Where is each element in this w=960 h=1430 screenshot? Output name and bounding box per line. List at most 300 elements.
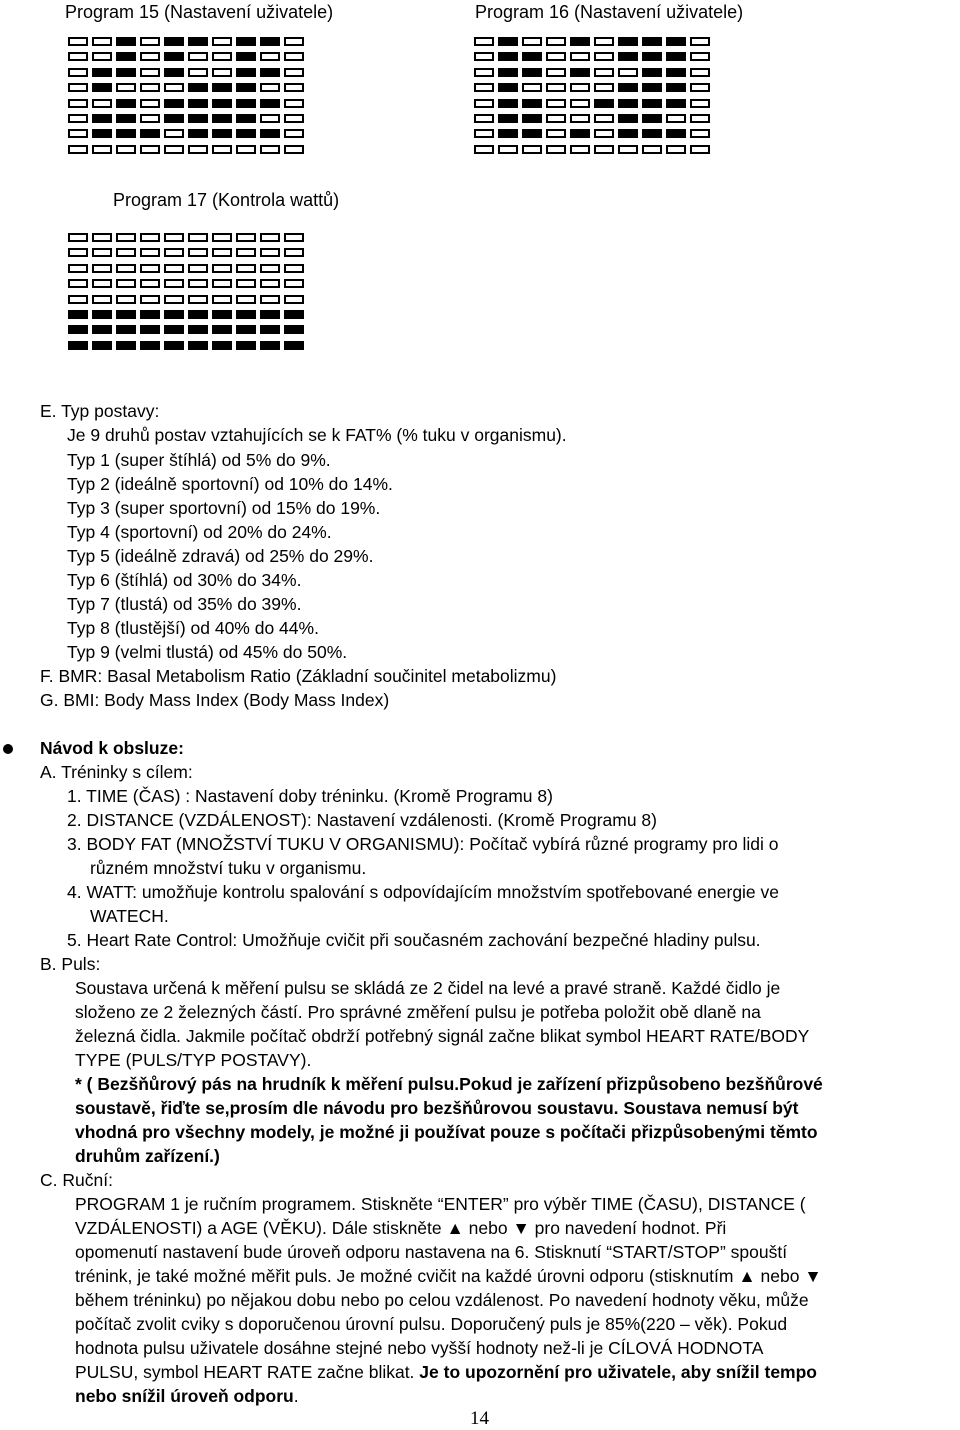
profile-segment [140,248,160,257]
text-line-content: WATECH. [90,906,169,926]
profile-segment [164,99,184,108]
profile-segment [140,99,160,108]
profile-segment [140,52,160,61]
profile-segment [260,264,280,273]
text-line-content: F. BMR: Basal Metabolism Ratio (Základní součinitel metabolizmu) [40,666,557,686]
text-line [75,1290,809,1311]
profile-segment [188,52,208,61]
profile-segment [92,129,112,138]
profile-segment [212,114,232,123]
profile-segment [164,114,184,123]
profile-segment [140,145,160,154]
profile-segment [212,341,232,350]
profile-segment [188,310,208,319]
profile-segment [618,37,638,46]
text-line-content: vhodná pro všechny modely, je možné ji používat pouze s počítači přizpůsobenými těmto [75,1122,818,1142]
text-line-content: Typ 9 (velmi tlustá) od 45% do 50%. [67,642,348,662]
text-line-content: hodnota pulsu uživatele dosáhne stejné nebo vyšší hodnoty než-li je CÍLOVÁ HODNOTA [75,1338,764,1358]
profile-segment [284,248,304,257]
profile-segment [188,129,208,138]
profile-segment [284,83,304,92]
profile-segment [68,264,88,273]
text-line [90,858,366,879]
text-line [67,834,779,855]
profile-segment [188,68,208,77]
profile-segment [522,114,542,123]
profile-segment [116,145,136,154]
text-line [75,1314,787,1335]
text-line-content: Soustava určená k měření pulsu se skládá ze 2 čidel na levé a pravé straně. Každé čidlo je [75,978,781,998]
profile-segment [690,52,710,61]
profile-segment [260,83,280,92]
profile-segment [212,68,232,77]
profile-segment [236,52,256,61]
profile-segment [236,310,256,319]
profile-segment [642,129,662,138]
profile-segment [140,264,160,273]
profile-segment [212,264,232,273]
profile-segment [116,68,136,77]
profile-segment [642,83,662,92]
text-line [75,1122,818,1143]
profile-segment [284,264,304,273]
profile-segment [570,129,590,138]
profile-segment [188,341,208,350]
profile-segment [236,325,256,334]
profile-segment [164,279,184,288]
text-line [40,762,193,783]
text-line-content: TYPE (PULS/TYP POSTAVY). [75,1050,312,1070]
text-line-content: Typ 3 (super sportovní) od 15% do 19%. [67,498,381,518]
profile-segment [618,83,638,92]
profile-segment [690,129,710,138]
profile-segment [188,83,208,92]
text-line [67,786,553,807]
profile-segment [164,325,184,334]
profile-segment [212,37,232,46]
profile-segment [260,233,280,242]
profile-segment [284,325,304,334]
text-line-content: 5. Heart Rate Control: Umožňuje cvičit při současném zachování bezpečné hladiny pulsu. [67,930,761,950]
profile-segment [260,129,280,138]
profile-segment [498,37,518,46]
text-line [75,1218,726,1239]
profile-segment [164,68,184,77]
profile-segment [260,114,280,123]
profile-segment [666,37,686,46]
profile-segment [690,37,710,46]
profile-segment [164,295,184,304]
text-line [67,450,331,471]
profile-segment [260,145,280,154]
profile-segment [92,341,112,350]
text-line-content: 2. DISTANCE (VZDÁLENOST): Nastavení vzdálenosti. (Kromě Programu 8) [67,810,657,830]
profile-segment [690,99,710,108]
text-line-content: * ( Bezšňůrový pás na hrudník k měření pulsu.Pokud je zařízení přizpůsobeno bezšňůrové [75,1074,823,1094]
profile-segment [546,68,566,77]
profile-segment [116,114,136,123]
profile-segment [618,68,638,77]
profile-segment [498,129,518,138]
text-line-content: Typ 2 (ideálně sportovní) od 10% do 14%. [67,474,393,494]
profile-segment [474,68,494,77]
profile-segment [164,83,184,92]
profile-segment [140,279,160,288]
profile-segment [92,37,112,46]
text-line-content: B. Puls: [40,954,101,974]
profile-segment [284,99,304,108]
text-line [67,594,301,615]
profile-segment [68,145,88,154]
program-15-title: Program 15 (Nastavení uživatele) [65,2,334,22]
profile-segment [666,68,686,77]
text-line [67,642,347,663]
profile-segment [474,145,494,154]
profile-segment [690,83,710,92]
profile-segment [212,233,232,242]
text-line-content: PROGRAM 1 je ručním programem. Stiskněte “ENTER” pro výběr TIME (ČASU), DISTANCE ( [75,1194,806,1214]
profile-segment [212,99,232,108]
profile-segment [570,37,590,46]
profile-segment [594,68,614,77]
profile-segment [164,52,184,61]
text-line [90,906,169,927]
text-line-content: opomenutí nastavení bude úroveň odporu nastavena na 6. Stisknutí “START/STOP” spouští [75,1242,788,1262]
profile-segment [666,52,686,61]
profile-segment [116,52,136,61]
profile-segment [522,129,542,138]
profile-segment [666,145,686,154]
text-line [67,618,319,639]
profile-segment [260,248,280,257]
profile-segment [260,295,280,304]
text-line-content: G. BMI: Body Mass Index (Body Mass Index) [40,690,390,710]
text-line [75,1098,798,1119]
profile-segment [546,114,566,123]
profile-segment [284,310,304,319]
profile-segment [188,295,208,304]
profile-segment [188,233,208,242]
profile-segment [570,99,590,108]
profile-segment [522,52,542,61]
profile-segment [212,295,232,304]
text-line [67,810,657,831]
text-line [75,1146,220,1167]
profile-segment [522,83,542,92]
profile-segment [140,37,160,46]
text-line [75,1266,822,1287]
profile-segment [642,145,662,154]
profile-segment [140,310,160,319]
text-line [40,954,100,975]
text-line [67,546,373,567]
profile-segment [236,145,256,154]
profile-segment [260,37,280,46]
profile-segment [212,279,232,288]
profile-segment [92,145,112,154]
profile-segment [212,325,232,334]
profile-segment [666,114,686,123]
profile-segment [690,145,710,154]
program-16-profile-grid [474,37,710,154]
profile-segment [570,83,590,92]
profile-segment [522,37,542,46]
text-line-content: 3. BODY FAT (MNOŽSTVÍ TUKU V ORGANISMU): Počítač vybírá různé programy pro lidi o [67,834,779,854]
profile-segment [522,99,542,108]
profile-segment [594,52,614,61]
profile-segment [594,129,614,138]
profile-segment [498,52,518,61]
profile-segment [284,233,304,242]
profile-segment [92,264,112,273]
profile-segment [546,99,566,108]
profile-segment [212,83,232,92]
text-line-content: Typ 7 (tlustá) od 35% do 39%. [67,594,302,614]
profile-segment [618,145,638,154]
text-line-content: trénink, je také možné měřit puls. Je možné cvičit na každé úrovni odporu (stisknutím ▲ nebo ▼ [75,1266,822,1286]
text-line-content: Typ 6 (štíhlá) od 30% do 34%. [67,570,302,590]
profile-segment [474,52,494,61]
text-line-content: nebo snížil úroveň odporu [75,1386,294,1406]
profile-segment [474,99,494,108]
profile-segment [666,99,686,108]
profile-segment [284,68,304,77]
profile-segment [642,114,662,123]
text-line [75,1026,809,1047]
profile-segment [236,279,256,288]
profile-segment [116,37,136,46]
profile-segment [68,341,88,350]
profile-segment [594,114,614,123]
text-line-tail: . [293,1386,299,1406]
text-line-content: soustavě, řiďte se,prosím dle návodu pro bezšňůrovou soustavu. Soustava nemusí být [75,1098,799,1118]
profile-segment [522,68,542,77]
text-line-content: různém množství tuku v organismu. [90,858,367,878]
profile-segment [140,233,160,242]
profile-segment [92,99,112,108]
profile-segment [68,68,88,77]
text-line-content: 4. WATT: umožňuje kontrolu spalování s odpovídajícím množstvím spotřebované energie ve [67,882,780,902]
profile-segment [68,37,88,46]
profile-segment [164,264,184,273]
text-line-content: složeno ze 2 železných částí. Pro správné změření pulsu je potřeba položit obě dlaně na [75,1002,761,1022]
profile-segment [498,145,518,154]
text-line [75,1362,817,1383]
profile-segment [594,145,614,154]
profile-segment [474,37,494,46]
text-line [40,690,389,711]
profile-segment [260,325,280,334]
profile-segment [212,52,232,61]
profile-segment [474,114,494,123]
profile-segment [260,52,280,61]
profile-segment [236,99,256,108]
profile-segment [594,99,614,108]
text-line [40,401,159,422]
program-15-profile-grid [68,37,304,154]
text-line-content: E. Typ postavy: [40,401,160,421]
program-17-title: Program 17 (Kontrola wattů) [113,190,340,210]
profile-segment [92,83,112,92]
text-line [75,1074,823,1095]
text-line [67,425,567,446]
profile-segment [618,99,638,108]
profile-segment [140,114,160,123]
text-line [40,1170,113,1191]
profile-segment [236,68,256,77]
profile-segment [92,114,112,123]
profile-segment [164,310,184,319]
text-line [75,1242,787,1263]
text-line-content: Typ 1 (super štíhlá) od 5% do 9%. [67,450,331,470]
profile-segment [236,248,256,257]
profile-segment [68,248,88,257]
profile-segment [116,325,136,334]
profile-segment [546,83,566,92]
profile-segment [68,83,88,92]
profile-segment [546,52,566,61]
bullet-icon [3,744,13,754]
profile-segment [570,68,590,77]
profile-segment [236,264,256,273]
profile-segment [212,145,232,154]
profile-segment [284,145,304,154]
profile-segment [92,52,112,61]
profile-segment [212,129,232,138]
text-line [75,978,780,999]
text-line [75,1386,299,1407]
profile-segment [666,129,686,138]
text-line-content: Je 9 druhů postav vztahujících se k FAT% (% tuku v organismu). [67,425,567,445]
profile-segment [474,83,494,92]
profile-segment [570,52,590,61]
profile-segment [690,68,710,77]
profile-segment [498,99,518,108]
profile-segment [284,52,304,61]
profile-segment [92,233,112,242]
profile-segment [92,325,112,334]
profile-segment [690,114,710,123]
profile-segment [116,83,136,92]
profile-segment [498,83,518,92]
profile-segment [68,129,88,138]
profile-segment [116,233,136,242]
profile-segment [68,52,88,61]
profile-segment [642,68,662,77]
text-line [75,1050,311,1071]
profile-segment [618,129,638,138]
profile-segment [68,114,88,123]
profile-segment [642,52,662,61]
profile-segment [188,264,208,273]
profile-segment [140,325,160,334]
profile-segment [164,129,184,138]
profile-segment [140,295,160,304]
profile-segment [260,341,280,350]
profile-segment [68,233,88,242]
profile-segment [116,310,136,319]
profile-segment [284,295,304,304]
profile-segment [68,99,88,108]
text-line [67,930,761,951]
profile-segment [546,37,566,46]
profile-segment [570,114,590,123]
program-17-profile-grid [68,233,304,350]
profile-segment [92,295,112,304]
text-line-content: během tréninku) po nějakou dobu nebo po celou vzdálenost. Po navedení hodnoty věku, může [75,1290,809,1310]
page-number: 14 [470,1408,489,1429]
profile-segment [188,248,208,257]
program-16-title: Program 16 (Nastavení uživatele) [475,2,744,22]
text-line [67,570,301,591]
profile-segment [284,114,304,123]
profile-segment [116,248,136,257]
profile-segment [236,37,256,46]
profile-segment [188,325,208,334]
profile-segment [68,279,88,288]
profile-segment [666,83,686,92]
profile-segment [236,341,256,350]
profile-segment [570,145,590,154]
profile-segment [236,233,256,242]
profile-segment [498,68,518,77]
profile-segment [116,295,136,304]
text-line-content: C. Ruční: [40,1170,113,1190]
profile-segment [164,37,184,46]
text-line [40,666,556,687]
profile-segment [116,99,136,108]
profile-segment [546,145,566,154]
profile-segment [92,68,112,77]
profile-segment [260,310,280,319]
profile-segment [260,99,280,108]
text-line [67,882,779,903]
text-line [67,474,393,495]
profile-segment [522,145,542,154]
profile-segment [92,310,112,319]
profile-segment [236,129,256,138]
profile-segment [594,83,614,92]
text-line-bold-tail: Je to upozornění pro uživatele, aby snížil tempo [419,1362,817,1382]
text-line-content: železná čidla. Jakmile počítač obdrží potřebný signál začne blikat symbol HEART RATE/BODY [75,1026,810,1046]
profile-segment [546,129,566,138]
text-line-content: Návod k obsluze: [40,738,184,758]
profile-segment [236,295,256,304]
profile-segment [236,114,256,123]
profile-segment [68,325,88,334]
text-line-content: PULSU, symbol HEART RATE začne blikat. [75,1362,420,1382]
text-line-content: Typ 5 (ideálně zdravá) od 25% do 29%. [67,546,374,566]
profile-segment [188,37,208,46]
profile-segment [236,83,256,92]
text-line-content: druhům zařízení.) [75,1146,220,1166]
profile-segment [140,83,160,92]
profile-segment [164,233,184,242]
profile-segment [260,68,280,77]
text-line [67,498,380,519]
profile-segment [618,114,638,123]
text-line [75,1002,761,1023]
text-line [75,1194,806,1215]
profile-segment [116,264,136,273]
profile-segment [116,341,136,350]
profile-segment [212,310,232,319]
profile-segment [164,145,184,154]
text-line [67,522,332,543]
profile-segment [164,341,184,350]
profile-segment [92,248,112,257]
profile-segment [68,295,88,304]
